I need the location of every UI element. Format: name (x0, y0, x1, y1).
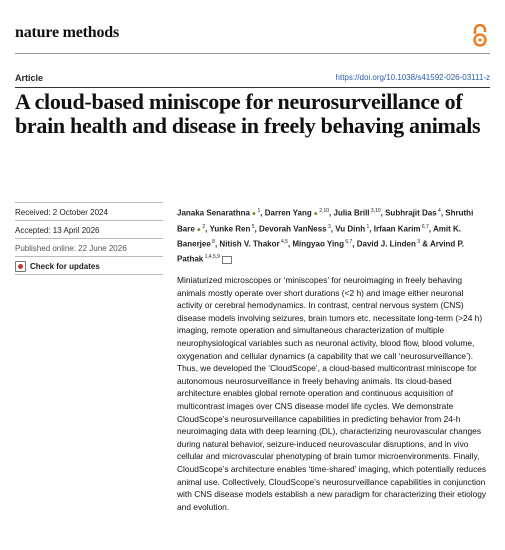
author-name: Shruthi Bare (177, 208, 474, 234)
author-name: Subhrajit Das (385, 208, 437, 218)
title-divider (15, 87, 490, 88)
author-separator: , (260, 208, 265, 218)
author-affiliation: 4,5 (279, 239, 288, 246)
journal-name: nature methods (15, 24, 120, 41)
author-name: David J. Linden (356, 239, 416, 249)
author-separator: , (330, 224, 336, 234)
author-separator: , (254, 224, 259, 234)
author-affiliation: 2,10 (317, 208, 330, 214)
received-date: Received: 2 October 2024 (15, 208, 108, 217)
author-name: Janaka Senarathna (177, 208, 250, 218)
author-affiliation: 2 (200, 223, 206, 230)
abstract: Miniaturized microscopes or ‘miniscopes’ for neuroimaging in freely behaving animals mostly operate over short durations (<2 h) and image either neuronal activity or cerebral hemodynamics. In contrast, central nervous system (CNS) disease models involving seizures, brain tumors etc. necessitate long-term (>24 h) imaging, remote operation and simultaneous characterization of multiple neurophysiological variables such as neuronal activity, blood flow, blood volume, oxygenation and cellular dynamics (a capability that we call ‘neurosurveillance’). Thus, we developed the ‘CloudScope’, a cloud-based multicontrast miniscope for autonomous neurosurveillance in freely behaving animals. Its cloud-based architecture enables global remote operation and continuous acquisition of multicontrast images over CNS disease model life cycles. We demonstrate CloudScope’s neurosurveillance capabilities in predicting behavior from 24-h neuroimaging data with deep learning (DL), characterizing neurovascular changes during natural behavior, seizure-induced neurovascular disruptions, and in vivo cellular and microvascular phenotyping of brain tumor microenvironments. Finally, CloudScope’s architecture enables ‘time-shared’ imaging, which potentially reduces animal use. Collectively, CloudScope’s neurosurveillance capabilities in conjunction with CNS disease models establish a new paradigm for characterizing their etiology and evolution. (177, 275, 487, 512)
meta-divider (15, 256, 163, 257)
author-affiliation: 3 (415, 239, 421, 246)
author-name: Julia Brill (333, 208, 370, 218)
doi-link[interactable]: https://doi.org/10.1038/s41592-026-03111-z (335, 73, 490, 82)
author-list (177, 205, 489, 266)
header-divider (15, 53, 490, 54)
author-separator: , (287, 239, 293, 249)
author-name: Irfaan Karim (373, 224, 421, 234)
author-name: Vu Dinh (335, 224, 366, 234)
email-icon[interactable] (222, 256, 232, 264)
meta-divider (15, 220, 163, 221)
author-affiliation: 1,4,5,9 (203, 253, 220, 260)
author-name: Amit K. Banerjee (177, 224, 461, 249)
author-name: Nitish V. Thakor (219, 239, 280, 249)
author-name: Devorah VanNess (259, 224, 327, 234)
author-affiliation: 5 (250, 223, 255, 230)
author-affiliation: 3 (326, 223, 331, 230)
article-type: Article (15, 73, 44, 83)
author-separator: , (380, 208, 386, 218)
check-updates-icon (15, 261, 26, 272)
check-for-updates-button[interactable] (15, 261, 163, 272)
author-separator: , (329, 208, 334, 218)
meta-divider (15, 202, 163, 203)
open-access-icon (471, 24, 489, 48)
accepted-date: Accepted: 13 April 2026 (15, 226, 100, 235)
author-separator: , (352, 239, 357, 249)
author-affiliation: 4 (436, 208, 441, 214)
author-name: Yunke Ren (209, 224, 251, 234)
author-affiliation: 6,7 (420, 223, 429, 230)
author-name: Arvind P. Pathak (177, 239, 465, 264)
author-separator: , (205, 224, 210, 234)
author-name: Mingyao Ying (292, 239, 344, 249)
orcid-icon[interactable]: ● (311, 210, 318, 218)
author-affiliation: 1 (256, 208, 261, 214)
author-affiliation: 8 (210, 239, 215, 246)
author-separator: & (420, 239, 430, 249)
author-affiliation: 3,10 (369, 208, 381, 214)
author-separator: , (440, 208, 446, 218)
check-updates-label: Check for updates (30, 262, 100, 271)
orcid-icon[interactable]: ● (194, 226, 201, 234)
author-separator: , (428, 224, 433, 234)
meta-divider (15, 274, 163, 275)
author-name: Darren Yang (264, 208, 312, 218)
author-separator: , (214, 239, 220, 249)
author-affiliation: 6,7 (343, 239, 353, 246)
author-affiliation: 1 (365, 223, 370, 230)
published-date: Published online: 22 June 2026 (15, 244, 127, 253)
orcid-icon[interactable]: ● (249, 210, 257, 218)
meta-divider (15, 238, 163, 239)
author-separator: , (369, 224, 374, 234)
article-title: A cloud-based miniscope for neurosurveillance of brain health and disease in freely behaving animals (15, 89, 481, 138)
